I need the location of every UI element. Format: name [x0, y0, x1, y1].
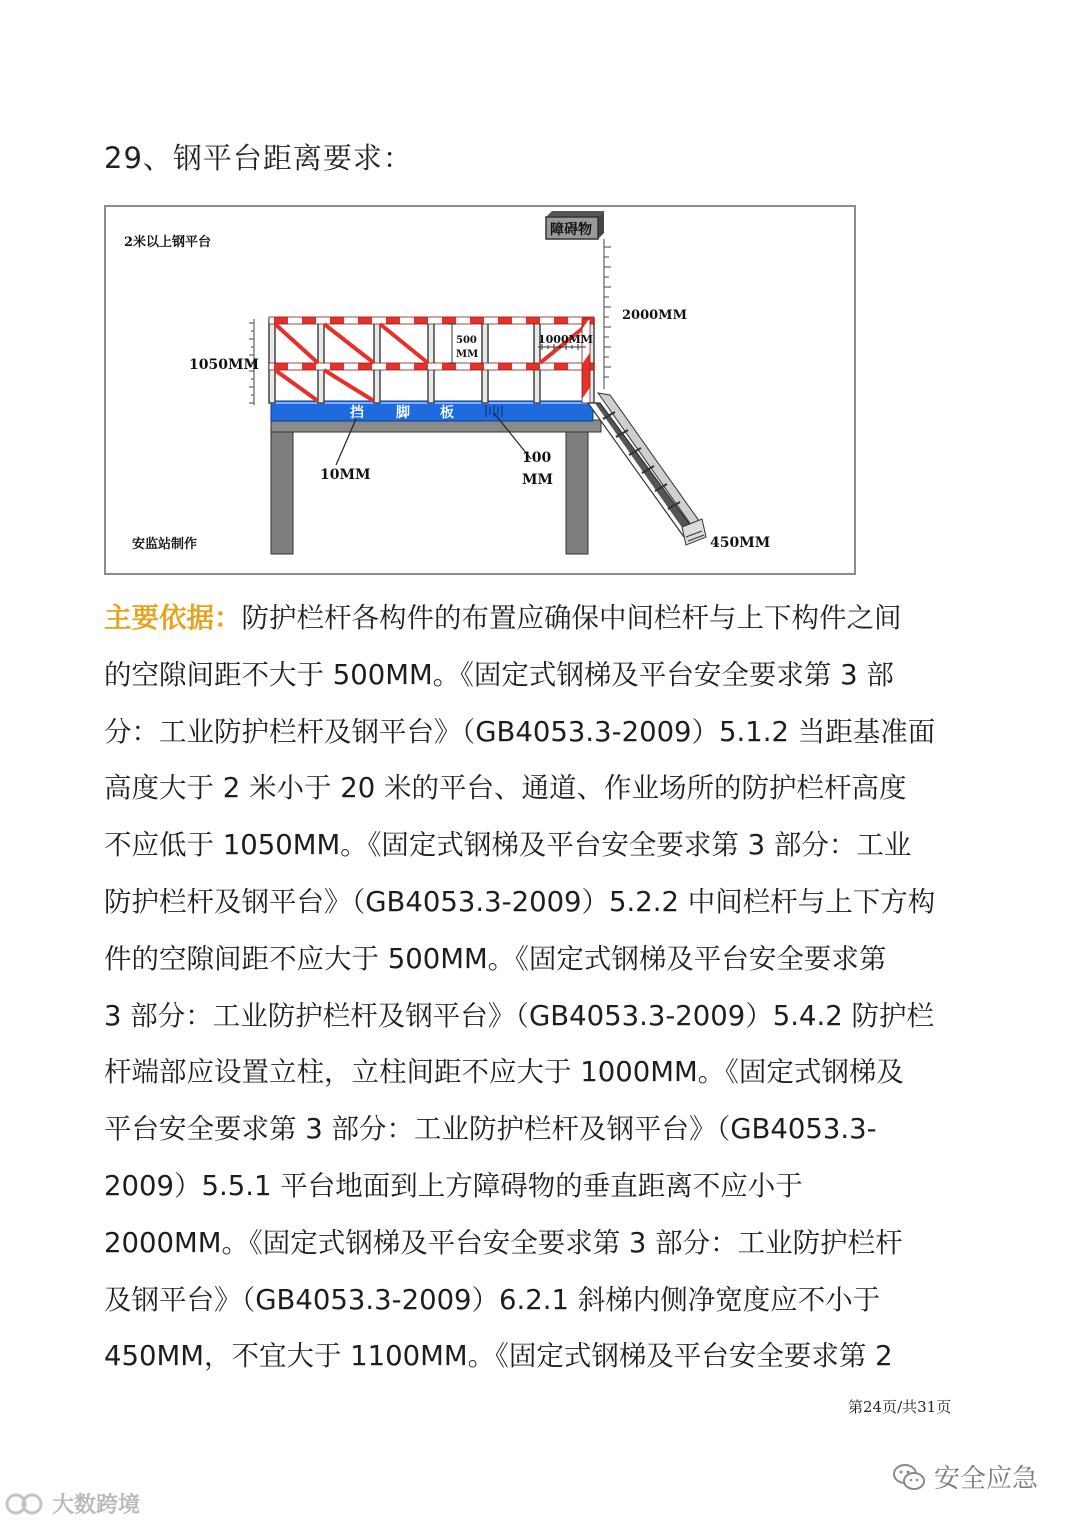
text-line-9: 杆端部应设置立柱，立柱间距不应大于 1000MM。《固定式钢梯及	[104, 1056, 904, 1089]
lead-label: 主要依据：	[104, 602, 242, 634]
label-100: 100	[522, 450, 552, 466]
right-column	[566, 422, 588, 554]
text-line-2: 的空隙间距不大于 500MM。《固定式钢梯及平台安全要求第 3 部	[104, 658, 894, 691]
text-line-14: 450MM，不宜大于 1100MM。《固定式钢梯及平台安全要求第 2	[104, 1340, 893, 1373]
label-2000mm: 2000MM	[622, 308, 687, 323]
toe-board-char-2: 脚	[396, 405, 410, 421]
label-1000mm: 1000MM	[538, 333, 593, 346]
deck-beam	[271, 420, 601, 432]
maker-label: 安监站制作	[132, 537, 198, 552]
text-line-10: 平台安全要求第 3 部分：工业防护栏杆及钢平台》（GB4053.3-	[104, 1113, 877, 1146]
wechat-icon	[892, 1462, 926, 1492]
ruler-2000	[604, 239, 611, 389]
text-line-8: 3 部分：工业防护栏杆及钢平台》（GB4053.3-2009）5.4.2 防护栏	[104, 999, 935, 1032]
text-line-4: 高度大于 2 米小于 20 米的平台、通道、作业场所的防护栏杆高度	[104, 772, 907, 805]
platform-diagram	[104, 205, 856, 575]
watermark-left-text: 大数跨境	[52, 1493, 141, 1518]
text-line-13: 及钢平台》（GB4053.3-2009）6.2.1 斜梯内侧净宽度应不小于	[104, 1283, 881, 1316]
inclined-stair	[588, 393, 706, 545]
label-100-mm: MM	[522, 472, 553, 488]
brand-logo-icon	[4, 1491, 48, 1517]
label-1050mm: 1050MM	[189, 357, 259, 373]
left-column	[271, 422, 293, 554]
text-line-12: 2000MM。《固定式钢梯及平台安全要求第 3 部分：工业防护栏杆	[104, 1226, 903, 1259]
text-line-11: 2009）5.5.1 平台地面到上方障碍物的垂直距离不应小于	[104, 1169, 803, 1202]
toe-board-char-3: 板	[440, 405, 454, 421]
text-line-7: 件的空隙间距不应大于 500MM。《固定式钢梯及平台安全要求第	[104, 942, 887, 975]
page-number: 第24页/共31页	[848, 1398, 952, 1416]
text-line-3: 分：工业防护栏杆及钢平台》（GB4053.3-2009）5.1.2 当距基准面	[104, 715, 936, 748]
watermark-right	[892, 1458, 1038, 1495]
obstacle-label: 障碍物	[550, 222, 592, 238]
platform-diagram-svg	[106, 207, 858, 577]
top-rail	[269, 317, 594, 324]
marker-500	[448, 324, 456, 363]
text-line-5: 不应低于 1050MM。《固定式钢梯及平台安全要求第 3 部分：工业	[104, 829, 912, 862]
regulation-text	[104, 590, 954, 1385]
platform-title-label: 2米以上钢平台	[124, 235, 212, 250]
section-heading: 29、钢平台距离要求：	[104, 141, 413, 175]
label-450mm: 450MM	[710, 535, 771, 551]
label-10mm: 10MM	[320, 467, 371, 483]
watermark-left	[4, 1488, 140, 1519]
text-line-6: 防护栏杆及钢平台》（GB4053.3-2009）5.2.2 中间栏杆与上下方构	[104, 885, 936, 918]
text-line-1: 主要依据：防护栏杆各构件的布置应确保中间栏杆与上下构件之间	[104, 602, 902, 634]
label-500: 500	[456, 335, 477, 346]
watermark-right-text: 安全应急	[934, 1464, 1039, 1494]
middle-rail	[269, 363, 594, 370]
label-500-mm: MM	[456, 349, 479, 360]
toe-board-char-1: 挡	[350, 405, 364, 421]
